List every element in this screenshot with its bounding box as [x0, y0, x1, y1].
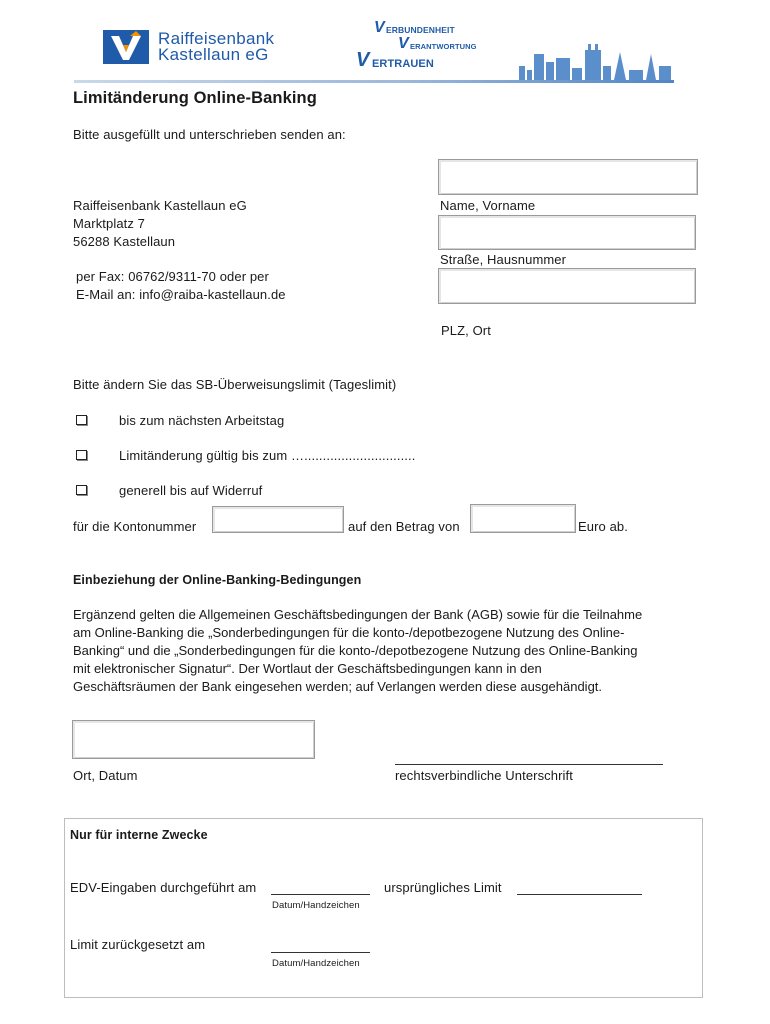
address-line3: 56288 Kastellaun — [73, 234, 176, 249]
original-limit-line[interactable] — [517, 894, 642, 895]
conditions-line: Geschäftsräumen der Bank eingesehen werden; auf Verlangen werden diese ausgehändigt. — [73, 679, 603, 694]
account-middle-text: auf den Betrag von — [348, 519, 460, 534]
conditions-paragraph — [73, 606, 703, 696]
signature-line[interactable] — [395, 764, 663, 765]
reset-label: Limit zurückgesetzt am — [70, 937, 206, 952]
limit-request-text: Bitte ändern Sie das SB-Überweisungslimit (Tageslimit) — [73, 377, 397, 392]
conditions-line: Banking“ und die „Sonderbedingungen für die konto-/depotbezogene Nutzung des Online-Banking — [73, 643, 638, 658]
account-prefix-text: für die Kontonummer — [73, 519, 197, 534]
bank-name-line2: Kastellaun eG — [158, 45, 269, 64]
skyline-graphic — [74, 40, 674, 84]
address-line1: Raiffeisenbank Kastellaun eG — [73, 198, 247, 213]
city-input[interactable] — [438, 268, 696, 304]
place-date-label: Ort, Datum — [73, 768, 138, 783]
edv-date-line[interactable] — [271, 894, 370, 895]
conditions-line: Ergänzend gelten die Allgemeinen Geschäftsbedingungen der Bank (AGB) sowie für die Teilnahme — [73, 607, 643, 622]
conditions-line: am Online-Banking die „Sonderbedingungen für die konto-/depotbezogene Nutzung des Online- — [73, 625, 625, 640]
page-title: Limitänderung Online-Banking — [73, 89, 317, 107]
slogan-word-1: ERBUNDENHEIT — [386, 25, 455, 35]
option-valid-until-label: Limitänderung gültig bis zum ….............................. — [119, 448, 416, 463]
option-until-revoked-label: generell bis auf Widerruf — [119, 483, 263, 498]
conditions-line: mit elektronischer Signatur“. Der Wortlaut der Geschäftsbedingungen kann in den — [73, 661, 542, 676]
account-number-input[interactable] — [212, 506, 344, 533]
name-label: Name, Vorname — [440, 198, 536, 213]
address-fax: per Fax: 06762/9311-70 oder per — [76, 269, 269, 284]
account-suffix-text: Euro ab. — [578, 519, 628, 534]
slogan-v-1: V — [374, 19, 385, 36]
city-label: PLZ, Ort — [441, 323, 491, 338]
slogan-word-2: ERANTWORTUNG — [410, 42, 477, 51]
option-next-workday-label: bis zum nächsten Arbeitstag — [119, 413, 285, 428]
signature-label: rechtsverbindliche Unterschrift — [395, 768, 573, 783]
intro-text: Bitte ausgefüllt und unterschrieben senden an: — [73, 127, 346, 142]
bank-name-line1: Raiffeisenbank — [158, 29, 275, 48]
street-input[interactable] — [438, 215, 696, 250]
option-valid-until-checkbox[interactable] — [76, 450, 87, 460]
conditions-heading: Einbeziehung der Online-Banking-Bedingungen — [73, 573, 362, 587]
address-line2: Marktplatz 7 — [73, 216, 146, 231]
slogan-v-2: V — [398, 35, 409, 52]
slogan-word-3: ERTRAUEN — [372, 58, 434, 70]
original-limit-label: ursprüngliches Limit — [384, 880, 502, 895]
name-input[interactable] — [438, 159, 698, 195]
amount-input[interactable] — [470, 504, 576, 533]
edv-date-sign-label: Datum/Handzeichen — [272, 900, 360, 911]
option-next-workday-checkbox[interactable] — [76, 415, 87, 425]
place-date-input[interactable] — [72, 720, 315, 759]
internal-heading: Nur für interne Zwecke — [70, 828, 208, 842]
internal-use-box — [64, 818, 703, 998]
street-label: Straße, Hausnummer — [440, 252, 567, 267]
reset-date-sign-label: Datum/Handzeichen — [272, 958, 360, 969]
address-email: E-Mail an: info@raiba-kastellaun.de — [76, 287, 286, 302]
option-until-revoked-checkbox[interactable] — [76, 485, 87, 495]
reset-date-line[interactable] — [271, 952, 370, 953]
edv-label: EDV-Eingaben durchgeführt am — [70, 880, 257, 895]
slogan-v-3: V — [356, 49, 370, 71]
